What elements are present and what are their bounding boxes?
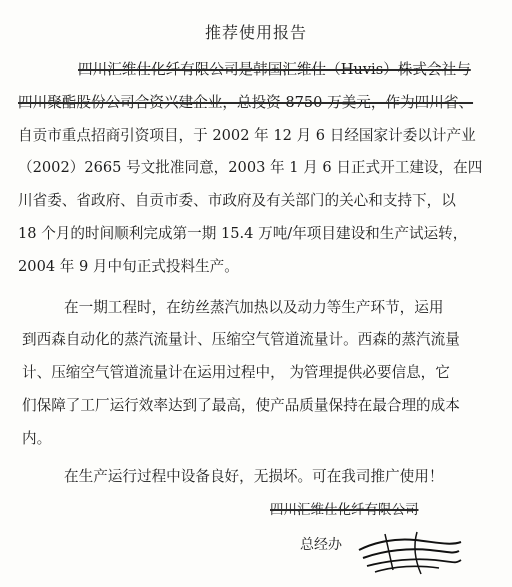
- paragraph-1-line-3: 自贡市重点招商引资项目，于 2002 年 12 月 6 日经国家计委以计产业: [18, 127, 476, 144]
- paragraph-1-line-7: 2004 年 9 月中旬正式投料生产。: [18, 258, 239, 275]
- paragraph-2-line-4: 们保障了工厂运行效率达到了最高，使产品质量保持在最合理的成本: [22, 397, 460, 414]
- paragraph-1-line-4: （2002）2665 号文批准同意，2003 年 1 月 6 日正式开工建设，在四: [18, 159, 483, 176]
- paragraph-2-line-2: 到西森自动化的蒸汽流量计、压缩空气管道流量计。西森的蒸汽流量: [22, 331, 460, 348]
- handwritten-signature: [355, 520, 465, 580]
- paragraph-1-line-5: 川省委、省政府、自贡市委、市政府及有关部门的关心和支持下，以: [18, 192, 456, 209]
- paragraph-2-line-1: 在一期工程时，在纺丝蒸汽加热以及动力等生产环节，运用: [64, 299, 444, 316]
- paragraph-1-line-6: 18 个月的时间顺利完成第一期 15.4 万吨/年项目建设和生产试运转，: [18, 225, 468, 242]
- signature-company: 四川汇维仕化纤有限公司: [270, 502, 419, 518]
- paragraph-2-line-3: 计、压缩空气管道流量计在运用过程中， 为管理提供必要信息，它: [22, 364, 450, 381]
- signature-title: 总经办: [300, 537, 342, 553]
- document-title: 推荐使用报告: [204, 23, 307, 42]
- paragraph-1-line-1: 四川汇维仕化纤有限公司是韩国汇维仕（Huvis）株式会社与: [78, 61, 471, 78]
- paragraph-3-line-1: 在生产运行过程中设备良好，无损坏。可在我司推广使用！: [64, 468, 444, 485]
- paragraph-2-line-5: 内。: [22, 430, 52, 447]
- paragraph-1-line-2: 四川聚酯股份公司合资兴建企业，总投资 8750 万美元，作为四川省、: [18, 94, 474, 111]
